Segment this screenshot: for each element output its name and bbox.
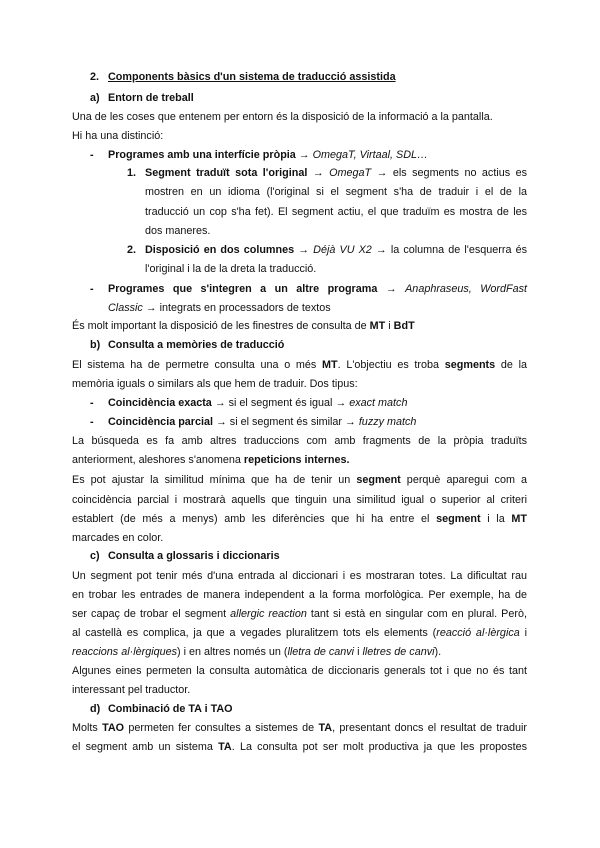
list-marker: a) bbox=[90, 92, 100, 104]
bold-text: repeticions internes. bbox=[243, 454, 350, 466]
text-line bbox=[108, 549, 280, 563]
italic-text: allergic reaction bbox=[230, 608, 307, 620]
text-run: anteriorment, aleshores s'anomena bbox=[72, 454, 244, 466]
italic-text: lletra de canvi bbox=[287, 646, 355, 658]
text-run: Algunes eines permeten la consulta automàtica de diccionaris generals tot i que no és tant bbox=[72, 665, 527, 677]
text-line bbox=[72, 531, 163, 545]
bold-text: Programes amb una interfície pròpia bbox=[108, 149, 296, 161]
bullet-marker: - bbox=[90, 416, 94, 428]
italic-text: OmegaT bbox=[329, 167, 372, 179]
text-line bbox=[72, 358, 527, 372]
text-run: ser capaç de trobar el segment bbox=[72, 608, 231, 620]
text-run: . La consulta pot ser molt productiva ja que les propostes bbox=[231, 741, 527, 753]
text-run: permeten fer consultes a sistemes de bbox=[124, 722, 319, 734]
text-line bbox=[145, 224, 210, 238]
bold-text: Segment traduït sota l'original bbox=[145, 167, 308, 179]
text-line bbox=[108, 91, 194, 105]
text-run: interessant pel traductor. bbox=[72, 684, 191, 696]
bold-text: Entorn de treball bbox=[108, 92, 194, 104]
bullet-marker: - bbox=[90, 283, 94, 295]
text-run: Hi ha una distinció: bbox=[72, 130, 164, 142]
text-line bbox=[108, 338, 284, 352]
text-line bbox=[108, 396, 407, 410]
bold-text: BdT bbox=[393, 320, 415, 332]
italic-text: fuzzy match bbox=[358, 416, 417, 428]
bold-text: Coincidència parcial bbox=[108, 416, 214, 428]
text-run: traducció un cop s'ha fet). El segment actiu, el que traduïm es mostra de les bbox=[145, 206, 527, 218]
text-run: Un segment pot tenir més d'una entrada al diccionari i es mostraran totes. La dificultat rau bbox=[72, 570, 527, 582]
text-run: tant si està en singular com en plural. Però, bbox=[306, 608, 527, 620]
text-run: ) i en altres només un ( bbox=[177, 646, 288, 658]
text-line bbox=[72, 512, 527, 526]
bold-text: Coincidència exacta bbox=[108, 397, 212, 409]
text-line bbox=[72, 664, 527, 678]
text-run: i bbox=[354, 646, 363, 658]
text-run: → bbox=[294, 244, 314, 256]
italic-text: Déjà VU X2 bbox=[313, 244, 372, 256]
bold-text: segment bbox=[436, 513, 481, 525]
text-run: → si el segment és similar → bbox=[213, 416, 359, 428]
text-run: El sistema ha de permetre consulta una o més bbox=[72, 359, 323, 371]
text-run: → la columna de l'esquerra és bbox=[371, 244, 527, 256]
text-run: → els segments no actius es bbox=[371, 167, 528, 179]
bold-text: Disposició en dos columnes bbox=[145, 244, 295, 256]
text-run: → bbox=[377, 283, 406, 295]
bold-text: Components bàsics d'un sistema de traducció assistida bbox=[108, 71, 396, 83]
text-line bbox=[108, 282, 527, 296]
italic-text: reacció al·lèrgica bbox=[436, 627, 520, 639]
text-line bbox=[72, 377, 358, 391]
bold-text: MT bbox=[322, 359, 338, 371]
text-run: . L'objectiu es troba bbox=[337, 359, 445, 371]
list-marker: c) bbox=[90, 550, 100, 562]
text-run: dos maneres. bbox=[145, 225, 211, 237]
bold-text: segments bbox=[444, 359, 496, 371]
text-line bbox=[108, 301, 331, 315]
bold-text: Consulta a glossaris i diccionaris bbox=[108, 550, 280, 562]
text-run: i la bbox=[480, 513, 512, 525]
bold-text: MT bbox=[511, 513, 527, 525]
text-line bbox=[145, 166, 527, 180]
bold-text: segment bbox=[356, 474, 401, 486]
list-marker: 2. bbox=[127, 244, 137, 256]
text-line bbox=[72, 453, 350, 467]
text-run: perquè aparegui com a bbox=[400, 474, 527, 486]
bullet-marker: - bbox=[90, 149, 94, 161]
text-run: marcades en color. bbox=[72, 532, 164, 544]
bold-text: TA bbox=[318, 722, 333, 734]
text-run: → bbox=[307, 167, 330, 179]
italic-text: OmegaT, Virtaal, SDL… bbox=[312, 149, 428, 161]
text-line bbox=[72, 607, 527, 621]
bullet-marker: - bbox=[90, 397, 94, 409]
text-run: el segment amb un sistema bbox=[72, 741, 219, 753]
text-run: La búsqueda es fa amb altres traduccions com amb fragments de la pròpia traduïts bbox=[72, 435, 527, 447]
text-run: al castellà es complica, ja que a vegades pluralitzem tots els elements ( bbox=[72, 627, 437, 639]
text-run: Molts bbox=[72, 722, 103, 734]
text-run: de la bbox=[495, 359, 527, 371]
italic-text: exact match bbox=[349, 397, 408, 409]
text-line bbox=[72, 473, 527, 487]
bold-text: TAO bbox=[102, 722, 125, 734]
italic-text: Classic bbox=[108, 302, 143, 314]
section-heading bbox=[108, 70, 396, 84]
bold-text: Programes que s'integren a un altre programa bbox=[108, 283, 378, 295]
text-run: Una de les coses que entenem per entorn és la disposició de la informació a la pantalla. bbox=[72, 111, 493, 123]
text-line bbox=[72, 740, 527, 754]
text-run: ). bbox=[434, 646, 442, 658]
list-marker: b) bbox=[90, 339, 101, 351]
bold-text: TA bbox=[218, 741, 232, 753]
list-marker: d) bbox=[90, 703, 101, 715]
bold-text: MT bbox=[369, 320, 386, 332]
text-line bbox=[72, 319, 415, 333]
text-run: memòria iguals o similars als que hem de traduir. Dos tipus: bbox=[72, 378, 358, 390]
text-line bbox=[72, 626, 527, 640]
text-line bbox=[108, 702, 233, 716]
italic-text: lletres de canvi bbox=[362, 646, 435, 658]
text-run: coincidència parcial i mostrarà aquells que tinguin una similitud igual o superior al criteri bbox=[72, 494, 527, 506]
text-run: → integrats en processadors de textos bbox=[142, 302, 331, 314]
text-line bbox=[72, 110, 493, 124]
text-line bbox=[72, 588, 527, 602]
text-line bbox=[72, 645, 441, 659]
text-run: → si el segment és igual → bbox=[211, 397, 350, 409]
list-marker: 2. bbox=[90, 71, 100, 83]
text-run: És molt important la disposició de les finestres de consulta de bbox=[72, 320, 370, 332]
text-run: → bbox=[295, 149, 313, 161]
text-run: Es pot ajustar la similitud mínima que ha de tenir un bbox=[72, 474, 357, 486]
text-line bbox=[145, 185, 527, 199]
italic-text: reaccions al·lèrgiques bbox=[72, 646, 178, 658]
bold-text: Combinació de TA i TAO bbox=[108, 703, 233, 715]
text-line bbox=[72, 683, 190, 697]
text-run: mostren en un idioma (l'original si el segment s'ha de traduir i el de la bbox=[145, 186, 527, 198]
text-line bbox=[108, 415, 416, 429]
bold-text: Consulta a memòries de traducció bbox=[108, 339, 285, 351]
text-line bbox=[145, 243, 527, 257]
text-line bbox=[145, 205, 527, 219]
text-run: i bbox=[519, 627, 527, 639]
text-line bbox=[145, 262, 316, 276]
text-line bbox=[108, 148, 428, 162]
text-line bbox=[72, 129, 163, 143]
text-line bbox=[72, 434, 527, 448]
text-run: i bbox=[385, 320, 394, 332]
text-line bbox=[72, 569, 527, 583]
text-run: en trobar les entrades de manera independent a la forma morfològica. Per exemple, ha de bbox=[72, 589, 527, 601]
italic-text: Anaphraseus, WordFast bbox=[405, 283, 527, 295]
text-line bbox=[72, 721, 527, 735]
text-run: l'original i la de la dreta la traducció. bbox=[145, 263, 317, 275]
text-line bbox=[72, 493, 527, 507]
list-marker: 1. bbox=[127, 167, 137, 179]
text-run: establert (de més a menys) amb les diferències que hi ha entre el bbox=[72, 513, 437, 525]
text-run: , presentant doncs el resultat de traduir bbox=[332, 722, 527, 734]
